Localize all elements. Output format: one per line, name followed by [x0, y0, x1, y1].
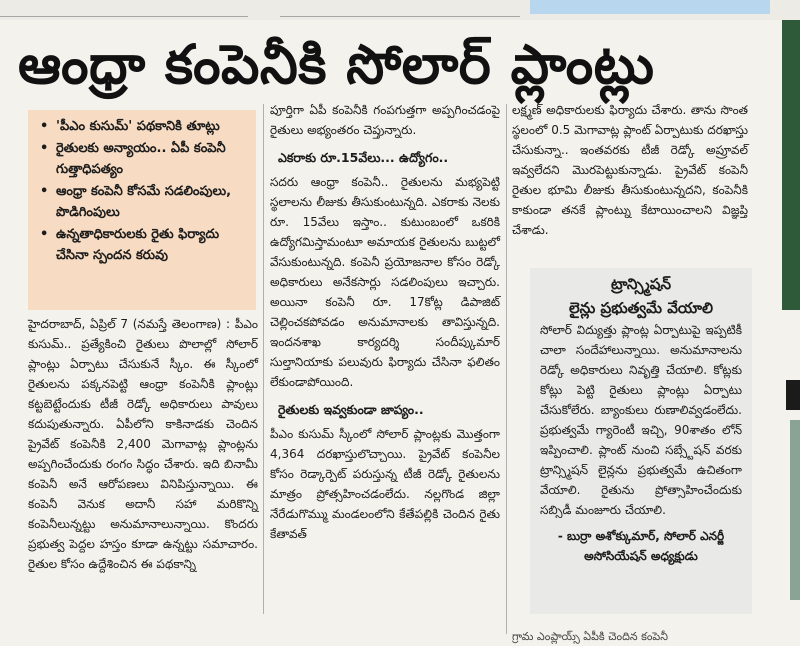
continued-text-fragment: గ్రామ ఎంప్లాయ్స్ ఏపీకి చెందిన కంపెనీ	[512, 630, 668, 643]
highlights-box	[28, 110, 256, 310]
top-rule-left	[0, 16, 248, 17]
article-column-1	[28, 314, 258, 574]
adjacent-photo-fragment	[782, 20, 800, 310]
column-divider	[263, 104, 264, 614]
article-column-3	[512, 100, 748, 240]
quote-box	[530, 268, 752, 614]
article-paragraph: పీఎం కుసుమ్ స్కీంలో సోలార్ ప్లాంట్లకు మొత్తంగా 4,364 దరఖాస్తులొచ్చాయి. ప్రైవేట్ కంపెనీల కోసం రెడ్కార్పెట్ పరుస్తున్న టీజీ రెడ్కో రైతులను మాత్రం ప్రోత్సహించడంలేదు. నల్లగొండ జిల్లా నేరేడుగొమ్ము మండలంలోని కేతేపల్లికి చెందిన రైతు కేతావత్	[270, 427, 500, 541]
adjacent-article-fragment	[530, 0, 770, 14]
subheading: రైతులకు ఇవ్వకుండా జాప్యం..	[278, 402, 424, 417]
headline: ఆంధ్రా కంపెనీకి సోలార్ ప్లాంట్లు	[18, 33, 655, 96]
article-column-2	[270, 100, 500, 544]
subheading: ఎకరాకు రూ.15వేలు... ఉద్యోగం..	[278, 150, 449, 165]
quote-signature: - బుర్రా అశోక్కుమార్, సోలార్ ఎనర్జీ అసోసియేషన్ అధ్యక్షుడు	[557, 529, 725, 563]
adjacent-text-fragment	[786, 380, 800, 410]
article-paragraph: హైదరాబాద్, ఏప్రిల్ 7 (నమస్తే తెలంగాణ) : పీఎం కుసుమ్.. ప్రత్యేకించి రైతులు పొలాల్లో సోలార్ ప్లాంట్లు ఏర్పాటు చేసుకునే స్కీం. ఈ స్కీంలో రైతులను పక్కనపెట్టి ఆంధ్రా కంపెనీకి ప్లాంట్లు కట్టబెట్టేందుకు టీజీ రెడ్కో అధికారులు పావులు కదుపుతున్నారు. ఏపీలోని కాకినాడకు చెందిన ప్రైవేట్ కంపెనీకి 2,400 మెగావాట్ల ప్లాంట్లను అప్పగించేందుకు రంగం సిద్ధం చేశారు. ఇది బినామీ కంపెనీ అనే ఆరోపణలు వినిపిస్తున్నాయి. ఈ కంపెనీ వెనుక అదానీ సహా మరికొన్ని కంపెనీలున్నట్టు అనుమానాలున్నాయి. కొందరు ప్రభుత్వ పెద్దల హస్తం కూడా ఉన్నట్టు సమాచారం. రైతుల కోసం ఉద్దేశించిన ఈ పథకాన్ని	[28, 317, 258, 571]
article-paragraph: లక్ష్మణ్ అధికారులకు ఫిర్యాదు చేశారు. తాను సొంత స్థలంలో 0.5 మెగావాట్ల ప్లాంట్ ఏర్పాటుకు దరఖాస్తు చేసుకున్నా.. ఇంతవరకు టీజీ రెడ్కో అప్రూవల్ ఇవ్వలేదని మొరపెట్టుకున్నాడు. ప్రైవేట్ కంపెనీ రైతుల భూమి లీజుకు తీసుకుంటున్నదని, కంపెనీకి కాకుండా తనకే ప్లాంట్ను కేటాయించాలని విజ్ఞప్తి చేశాడు.	[512, 103, 748, 237]
quote-box-title: ట్రాన్స్మిషన్	[610, 275, 671, 293]
highlight-item: • 'పీఎం కుసుమ్' పథకానికి తూట్లు	[40, 116, 248, 138]
article-paragraph: పూర్తిగా ఏపీ కంపెనీకి గంపగుత్తగా అప్పగించడంపై రైతులు అభ్యంతరం చెప్తున్నారు.	[270, 103, 500, 137]
quote-box-body: సోలార్ విద్యుత్తు ప్లాంట్ల ఏర్పాటుపై ఇప్పటికీ చాలా సందేహాలున్నాయి. అనుమానాలను రెడ్కో అధికారులు నివృత్తి చేయాలి. కోట్లకు కోట్లు పెట్టి రైతులు ప్లాంట్లు ఏర్పాటు చేసుకోలేరు. బ్యాంకులు రుణాలివ్వడంలేదు. ప్రభుత్వమే గ్యారెంటీ ఇచ్చి, 90శాతం లోన్ ఇప్పించాలి. ప్లాంట్ నుంచి సబ్స్టేషన్ వరకు ట్రాన్స్మిషన్ లైన్లను ప్రభుత్వమే ఉచితంగా వేయాలి. రైతును ప్రోత్సాహించేందుకు సబ్సిడీ మంజూరు చేయాలి.	[540, 323, 742, 517]
highlight-item: • ఉన్నతాధికారులకు రైతు ఫిర్యాదు చేసినా స్పందన కరువు	[40, 224, 248, 267]
article-paragraph: సదరు ఆంధ్రా కంపెనీ.. రైతులను మభ్యపెట్టి స్థలాలను లీజుకు తీసుకుంటున్నది. ఎకరాకు నెలకు రూ. 15వేలు ఇస్తాం.. కుటుంబంలో ఒకరికి ఉద్యోగమిస్తామంటూ అమాయక రైతులను బుట్టలో వేసుకుంటున్నది. కంపెనీ ప్రయోజనాల కోసం రెడ్కో అధికారులు అనేకసార్లు సడలింపులు ఇచ్చారు. అయినా కంపెనీ రూ. 17కోట్ల డిపాజిట్ చెల్లించకపోవడం అనుమానాలకు తావిస్తున్నది. ఇందనశాఖ కార్యదర్శి సందీప్కుమార్ సుల్తానియాకు పలువురు ఫిర్యాదు చేసినా ఫలితం లేకుండాపోయింది.	[270, 175, 500, 389]
column-divider	[506, 104, 507, 634]
highlight-item: • ఆంధ్రా కంపెనీ కోసమే సడలింపులు, పొడిగింపులు	[40, 181, 248, 224]
highlight-item: • రైతులకు అన్యాయం.. ఏపీ కంపెనీ గుత్తాధిపత్యం	[40, 138, 248, 181]
quote-box-title: లైన్లు ప్రభుత్వమే వేయాలి	[568, 299, 713, 317]
adjacent-photo-fragment	[790, 420, 800, 600]
top-rule-right	[280, 16, 520, 17]
